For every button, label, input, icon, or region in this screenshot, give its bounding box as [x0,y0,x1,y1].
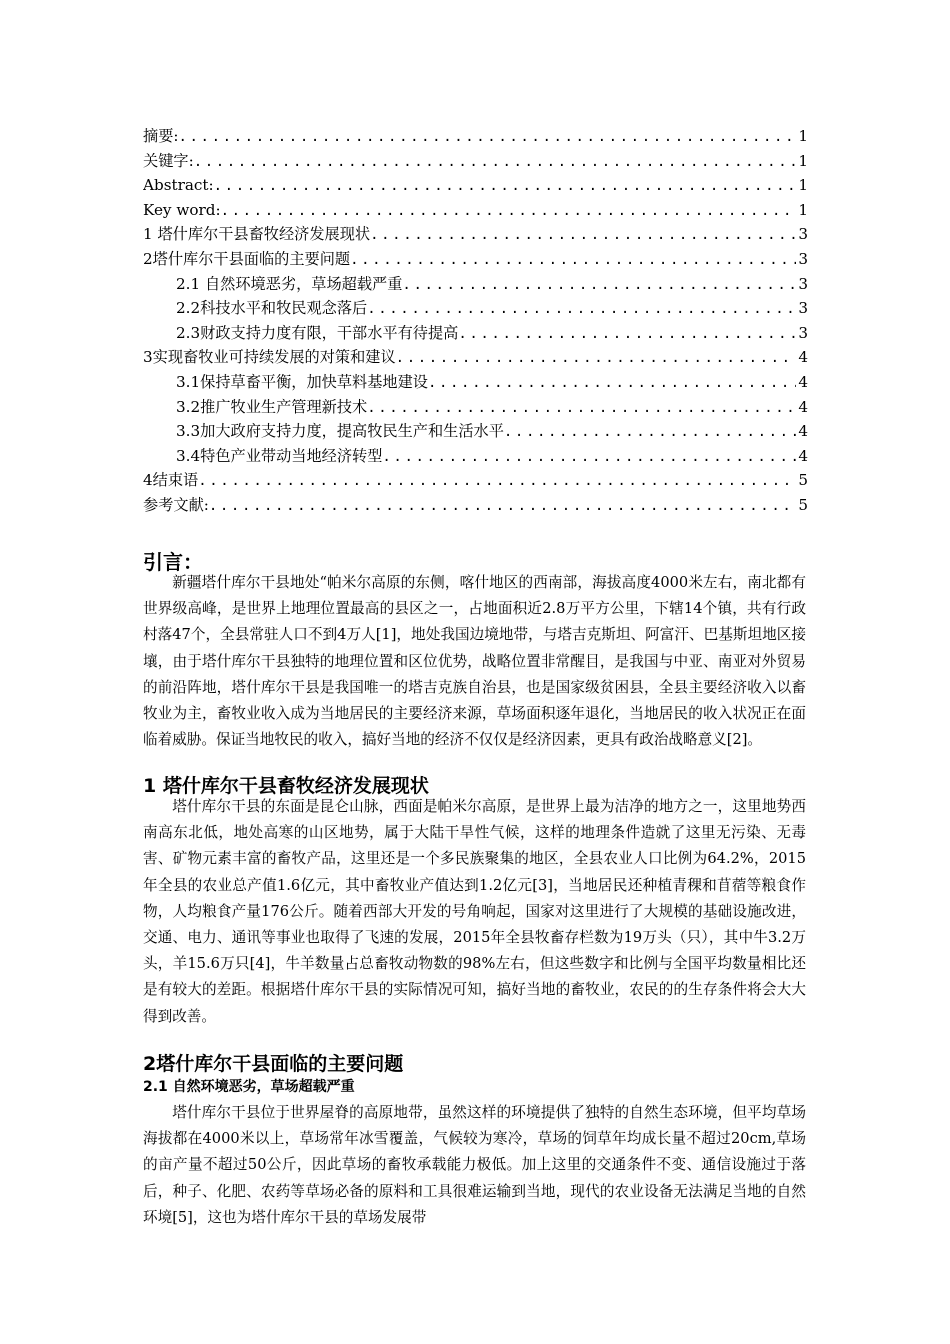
toc-entry[interactable] [143,296,808,321]
section-2-1-paragraph: 塔什库尔干县位于世界屋脊的高原地带，虽然这样的环境提供了独特的自然生态环境，但平均草场海拔都在4000米以上，草场常年冰雪覆盖，气候较为寒冷，草场的饲草年均成长量不超过20cm,草场的亩产量不超过50公斤，因此草场的畜牧承载能力极低。加上这里的交通条件不变、通信设施过于落后，种子、化肥、农药等草场必备的原料和工具很难运输到当地，现代的农业设备无法满足当地的自然环境[5]，这也为塔什库尔干县的草场发展带 [143,1104,806,1226]
toc-entry[interactable] [143,345,808,370]
toc-page-number: 4 [798,422,808,441]
toc-leader [209,494,796,518]
toc-label: 参考文献: [143,495,209,514]
toc-entry[interactable] [143,149,808,174]
table-of-contents [143,124,808,518]
toc-leader [350,248,796,272]
toc-page-number: 3 [798,225,808,244]
toc-leader [367,396,796,420]
toc-page-number: 3 [798,299,808,318]
section-1-heading: 1 塔什库尔干县畜牧经济发展现状 [143,775,429,797]
toc-label: 4结束语 [143,471,199,490]
toc-page-number: 5 [798,495,808,514]
toc-entry[interactable] [143,247,808,272]
toc-label: 3.3加大政府支持力度，提高牧民生产和生活水平 [176,422,504,441]
toc-label: 摘要: [143,127,179,145]
toc-leader [367,297,796,321]
toc-entry[interactable] [143,419,808,444]
toc-leader [198,469,796,493]
toc-label: 3.4特色产业带动当地经济转型 [176,446,383,465]
toc-leader [370,223,796,247]
toc-page-number: 3 [798,274,808,293]
toc-entry[interactable] [143,198,808,223]
toc-page-number: 3 [798,323,808,342]
toc-label: 1 塔什库尔干县畜牧经济发展现状 [143,225,371,244]
toc-entry[interactable] [143,124,808,149]
toc-leader [179,125,797,149]
toc-leader [402,273,796,297]
toc-leader [221,199,797,223]
toc-label: Abstract: [143,176,214,195]
section-1-paragraph: 塔什库尔干县的东面是昆仑山脉，西面是帕米尔高原，是世界上最为洁净的地方之一，这里地势西南高东北低，地处高寒的山区地势，属于大陆干旱性气候，这样的地理条件造就了这里无污染、无毒害、矿物元素丰富的畜牧产品，这里还是一个多民族聚集的地区，全县农业人口比例为64.2%，2015年全县的农业总产值1.6亿元，其中畜牧业产值达到1.2亿元[3]，当地居民还种植青稞和苜蓿等粮食作物，人均粮食产量176公斤。随着西部大开发的号角响起，国家对这里进行了大规模的基础设施改进，交通、电力、通讯等事业也取得了飞速的发展，2015年全县牧畜存栏数为19万头（只），其中牛3.2万头，羊15.6万只[4]，牛羊数量占总畜牧动物数的98%左右，但这些数字和比例与全国平均数量相比还是有较大的差距。根据塔什库尔干县的实际情况可知，搞好当地的畜牧业，农民的的生存条件将会大大得到改善。 [143,798,806,1025]
toc-page-number: 1 [798,176,808,195]
toc-entry[interactable] [143,444,808,469]
intro-heading: 引言： [143,550,203,574]
toc-entry[interactable] [143,370,808,395]
toc-page-number: 4 [798,397,808,416]
toc-label: 2塔什库尔干县面临的主要问题 [143,249,351,268]
section-2-1-heading: 2.1 自然环境恶劣，草场超载严重 [143,1079,355,1095]
toc-label: 2.1 自然环境恶劣，草场超载严重 [176,274,403,293]
toc-leader [504,420,796,444]
toc-leader [214,174,797,198]
toc-entry[interactable] [143,173,808,198]
toc-page-number: 4 [798,372,808,391]
toc-leader [458,322,796,346]
toc-page-number: 4 [798,446,808,465]
toc-entry[interactable] [143,493,808,518]
toc-page-number: 1 [798,151,808,170]
toc-leader [194,150,797,174]
toc-label: 2.3财政支持力度有限，干部水平有待提高 [176,323,459,342]
toc-page-number: 1 [798,127,808,145]
toc-label: Key word: [143,200,221,219]
toc-entry[interactable] [143,468,808,493]
toc-entry[interactable] [143,395,808,420]
toc-page-number: 5 [798,471,808,490]
toc-page-number: 4 [798,348,808,367]
intro-paragraph: 新疆塔什库尔干县地处“帕米尔高原的东侧，喀什地区的西南部，海拔高度4000米左右，南北都有世界级高峰，是世界上地理位置最高的县区之一，占地面积近2.8万平方公里，下辖14个镇，共有行政村落47个，全县常驻人口不到4万人[1]，地处我国边境地带，与塔吉克斯坦、阿富汗、巴基斯坦地区接壤，由于塔什库尔干县独特的地理位置和区位优势，战略位置非常醒目，是我国与中亚、南亚对外贸易的前沿阵地，塔什库尔干县是我国唯一的塔吉克族自治县，也是国家级贫困县，全县主要经济收入以畜牧业为主，畜牧业收入成为当地居民的主要经济来源，草场面积逐年退化，当地居民的收入状况正在面临着威胁。保证当地牧民的收入，搞好当地的经济不仅仅是经济因素，更具有政治战略意义[2]。 [143,574,806,749]
toc-leader [382,445,796,469]
toc-label: 3.2推广牧业生产管理新技术 [176,397,368,416]
section-2-heading: 2塔什库尔干县面临的主要问题 [143,1053,404,1075]
toc-page-number: 3 [798,249,808,268]
toc-label: 3实现畜牧业可持续发展的对策和建议 [143,348,396,367]
toc-leader [396,346,797,370]
toc-label: 2.2科技水平和牧民观念落后 [176,299,368,318]
toc-label: 3.1保持草畜平衡，加快草料基地建设 [176,372,428,391]
toc-entry[interactable] [143,222,808,247]
toc-page-number: 1 [798,200,808,219]
toc-entry[interactable] [143,272,808,297]
toc-label: 关键字: [143,151,194,170]
toc-entry[interactable] [143,321,808,346]
toc-leader [428,371,796,395]
